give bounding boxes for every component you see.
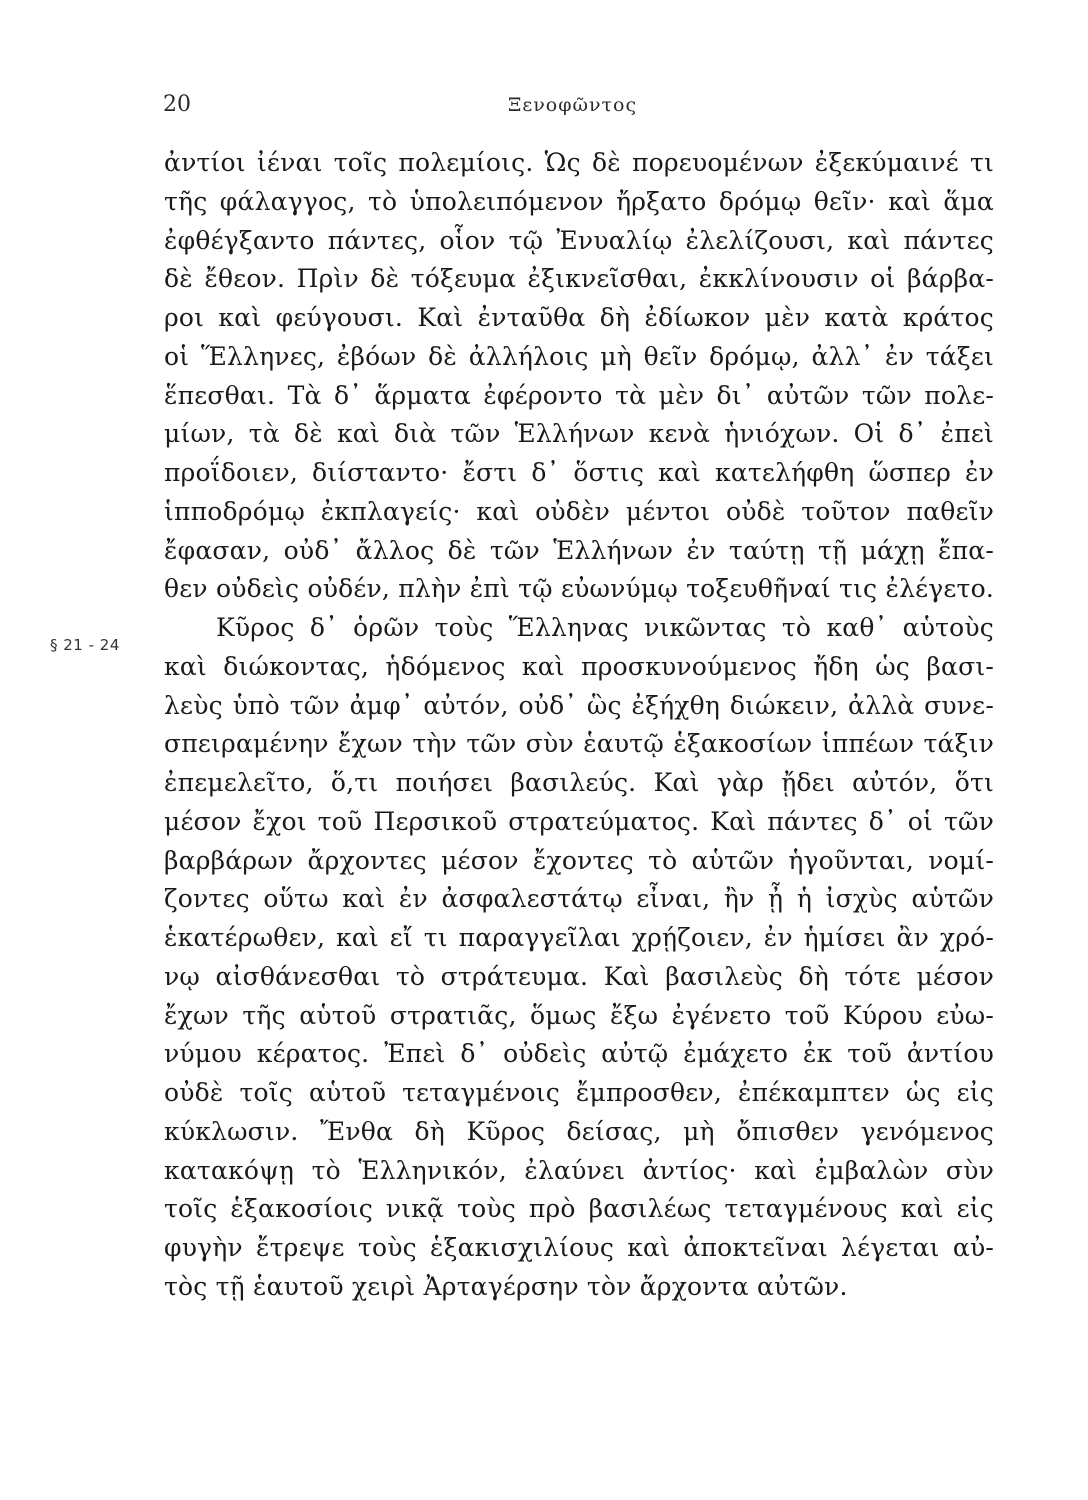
text-line: τὸς τῇ ἑαυτοῦ χειρὶ Ἀρταγέρσην τὸν ἄρχοντα αὐτῶν. [164, 1271, 848, 1301]
text-line: δὲ ἔθεον. Πρὶν δὲ τόξευμα ἐξικνεῖσθαι, ἐκκλίνουσιν οἱ βάρβα- [164, 264, 994, 294]
text-line: λεὺς ὑπὸ τῶν ἀμφ᾽ αὐτόν, οὐδ᾽ ὣς ἐξήχθη διώκειν, ἀλλὰ συνε- [164, 690, 994, 720]
section-reference: § 21 - 24 [50, 636, 120, 654]
text-line: Κῦρος δ᾽ ὁρῶν τοὺς Ἕλληνας νικῶντας τὸ καθ᾽ αὑτοὺς [216, 613, 994, 642]
text-line: τοῖς ἑξακοσίοις νικᾷ τοὺς πρὸ βασιλέως τεταγμένους καὶ εἰς [164, 1194, 994, 1224]
text-line: νῳ αἰσθάνεσθαι τὸ στράτευμα. Καὶ βασιλεὺς δὴ τότε μέσον [164, 961, 994, 991]
text-line: ἕπεσθαι. Τὰ δ᾽ ἅρματα ἐφέροντο τὰ μὲν δι᾽ αὐτῶν τῶν πολε- [164, 380, 994, 410]
text-line: θεν οὐδεὶς οὐδέν, πλὴν ἐπὶ τῷ εὐωνύμῳ τοξευθῆναί τις ἐλέγετο. [164, 574, 994, 604]
text-line: σπειραμένην ἔχων τὴν τῶν σὺν ἑαυτῷ ἑξακοσίων ἱππέων τάξιν [164, 729, 994, 759]
page-header [163, 92, 992, 122]
text-line: προΐδοιεν, διίσταντο· ἔστι δ᾽ ὅστις καὶ κατελήφθη ὥσπερ ἐν [164, 458, 994, 487]
text-line: φυγὴν ἔτρεψε τοὺς ἑξακισχιλίους καὶ ἀποκτεῖναι λέγεται αὐ- [164, 1233, 994, 1262]
text-line: οἱ Ἕλληνες, ἐβόων δὲ ἀλλήλοις μὴ θεῖν δρόμῳ, ἀλλ᾽ ἐν τάξει [164, 341, 994, 371]
text-line: βαρβάρων ἄρχοντες μέσον ἔχοντες τὸ αὑτῶν ἡγοῦνται, νομί- [164, 845, 994, 875]
text-line: κύκλωσιν. Ἔνθα δὴ Κῦρος δείσας, μὴ ὄπισθεν γενόμενος [164, 1116, 994, 1146]
text-line: μίων, τὰ δὲ καὶ διὰ τῶν Ἑλλήνων κενὰ ἡνιόχων. Οἱ δ᾽ ἐπεὶ [164, 419, 994, 449]
text-line: καὶ διώκοντας, ἡδόμενος καὶ προσκυνούμενος ἤδη ὡς βασι- [164, 651, 994, 681]
page-number: 20 [163, 92, 191, 117]
text-line: ἀντίοι ἰέναι τοῖς πολεμίοις. Ὡς δὲ πορευομένων ἐξεκύμαινέ τι [164, 148, 994, 177]
text-line: νύμου κέρατος. Ἐπεὶ δ᾽ οὐδεὶς αὐτῷ ἐμάχετο ἐκ τοῦ ἀντίου [164, 1039, 994, 1069]
text-line: ζοντες οὕτω καὶ ἐν ἀσφαλεστάτῳ εἶναι, ἢν ᾖ ἡ ἰσχὺς αὑτῶν [164, 884, 994, 914]
text-line: ἔφασαν, οὐδ᾽ ἄλλος δὲ τῶν Ἑλλήνων ἐν ταύτῃ τῇ μάχῃ ἔπα- [164, 535, 994, 565]
text-line: ἱπποδρόμῳ ἐκπλαγείς· καὶ οὐδὲν μέντοι οὐδὲ τοῦτον παθεῖν [164, 496, 994, 526]
running-head: Ξενοφῶντος [508, 94, 638, 116]
text-line: μέσον ἔχοι τοῦ Περσικοῦ στρατεύματος. Καὶ πάντες δ᾽ οἱ τῶν [164, 806, 994, 836]
text-line: ἐπεμελεῖτο, ὅ,τι ποιήσει βασιλεύς. Καὶ γὰρ ᾔδει αὐτόν, ὅτι [164, 768, 994, 797]
text-line: κατακόψῃ τὸ Ἑλληνικόν, ἐλαύνει ἀντίος· καὶ ἐμβαλὼν σὺν [164, 1155, 994, 1185]
text-line: τῆς φάλαγγος, τὸ ὑπολειπόμενον ἤρξατο δρόμῳ θεῖν· καὶ ἅμα [164, 186, 994, 216]
text-line: ἐφθέγξαντο πάντες, οἷον τῷ Ἐνυαλίῳ ἐλελίζουσι, καὶ πάντες [164, 225, 994, 255]
body-text [164, 144, 994, 1307]
text-line: ἑκατέρωθεν, καὶ εἴ τι παραγγεῖλαι χρῄζοιεν, ἐν ἡμίσει ἂν χρό- [164, 923, 994, 952]
text-line: ἔχων τῆς αὑτοῦ στρατιᾶς, ὅμως ἔξω ἐγένετο τοῦ Κύρου εὐω- [164, 1000, 994, 1030]
text-line: ροι καὶ φεύγουσι. Καὶ ἐνταῦθα δὴ ἐδίωκον μὲν κατὰ κράτος [164, 303, 994, 332]
text-line: οὐδὲ τοῖς αὑτοῦ τεταγμένοις ἔμπροσθεν, ἐπέκαμπτεν ὡς εἰς [164, 1078, 994, 1107]
